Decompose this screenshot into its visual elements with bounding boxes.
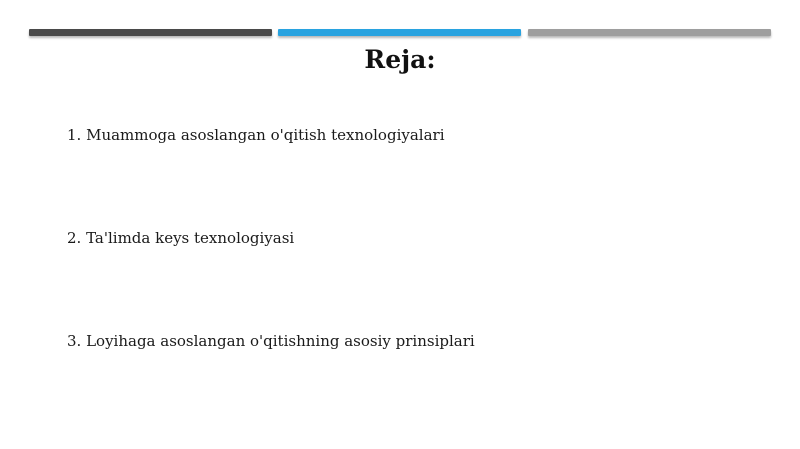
accent-bar-blue xyxy=(278,29,521,36)
slide-title: Reja: xyxy=(364,45,436,74)
header-accent-bars xyxy=(29,29,771,39)
agenda-item: 3. Loyihaga asoslangan o'qitishning asosiy prinsiplari xyxy=(67,332,475,350)
agenda-item: 1. Muammoga asoslangan o'qitish texnologiyalari xyxy=(67,126,445,144)
accent-bar-gray xyxy=(528,29,771,36)
agenda-item: 2. Ta'limda keys texnologiyasi xyxy=(67,229,295,247)
accent-bar-dark xyxy=(29,29,272,36)
